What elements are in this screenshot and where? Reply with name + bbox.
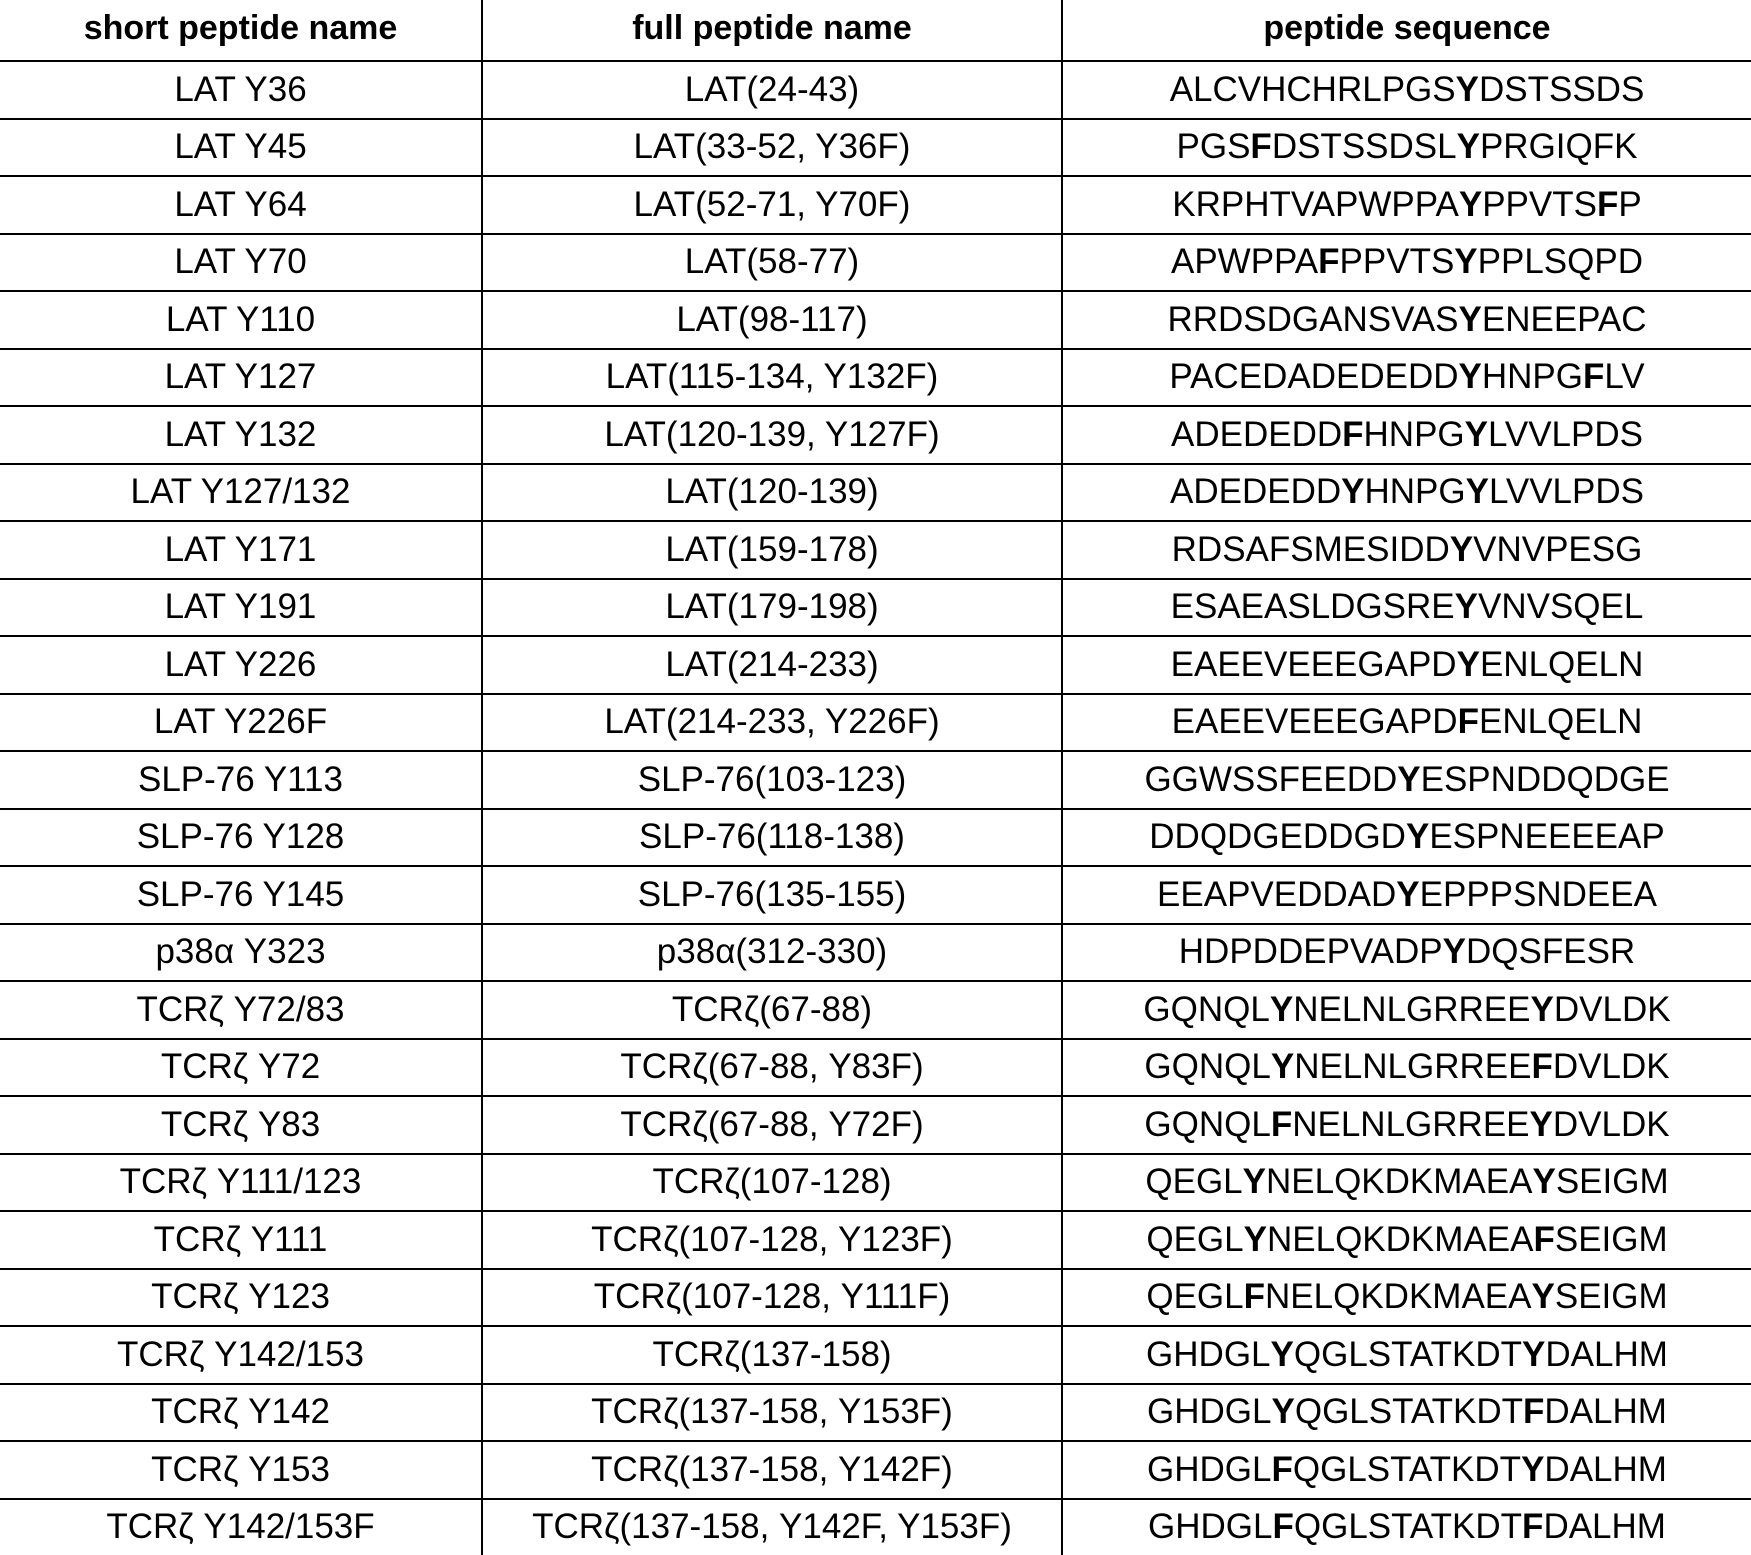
short-peptide-name: LAT Y127/132 (0, 464, 482, 522)
table-row (0, 464, 1751, 522)
sequence-segment: ESPNDDQDGE (1421, 760, 1670, 799)
sequence-segment: DDQDGEDDGD (1149, 817, 1406, 856)
sequence-residue-highlight: Y (1341, 472, 1364, 511)
sequence-segment: GQNQL (1144, 1047, 1270, 1086)
short-peptide-name: TCRζ Y142 (0, 1384, 482, 1442)
sequence-segment: QEGL (1146, 1277, 1243, 1316)
full-peptide-name: TCRζ(67-88, Y83F) (482, 1039, 1062, 1097)
full-peptide-name: LAT(24-43) (482, 61, 1062, 119)
table-row (0, 119, 1751, 177)
sequence-segment: DALHM (1544, 1450, 1667, 1489)
sequence-segment: EEAPVEDDAD (1157, 875, 1396, 914)
sequence-residue-highlight: Y (1455, 587, 1478, 626)
short-peptide-name: SLP-76 Y145 (0, 866, 482, 924)
sequence-residue-highlight: Y (1397, 760, 1420, 799)
full-peptide-name: TCRζ(67-88, Y72F) (482, 1096, 1062, 1154)
sequence-residue-highlight: F (1318, 242, 1339, 281)
table-row (0, 1499, 1751, 1555)
sequence-segment: ESAEASLDGSRE (1171, 587, 1455, 626)
sequence-residue-highlight: Y (1465, 415, 1488, 454)
short-peptide-name: LAT Y171 (0, 521, 482, 579)
short-peptide-name: p38α Y323 (0, 924, 482, 982)
peptide-sequence (1062, 1326, 1751, 1384)
table-row (0, 234, 1751, 292)
sequence-residue-highlight: Y (1270, 990, 1293, 1029)
sequence-residue-highlight: Y (1406, 817, 1429, 856)
short-peptide-name: TCRζ Y111 (0, 1211, 482, 1269)
peptide-sequence (1062, 751, 1751, 809)
sequence-segment: GQNQL (1143, 990, 1269, 1029)
full-peptide-name: TCRζ(107-128, Y123F) (482, 1211, 1062, 1269)
full-peptide-name: TCRζ(137-158) (482, 1326, 1062, 1384)
peptide-sequence (1062, 636, 1751, 694)
sequence-residue-highlight: Y (1271, 1047, 1294, 1086)
sequence-residue-highlight: F (1458, 702, 1479, 741)
sequence-residue-highlight: Y (1466, 472, 1489, 511)
sequence-segment: GGWSSFEEDD (1144, 760, 1397, 799)
peptide-sequence (1062, 1384, 1751, 1442)
sequence-residue-highlight: Y (1456, 70, 1479, 109)
sequence-residue-highlight: Y (1531, 990, 1554, 1029)
sequence-segment: LVVLPDS (1488, 415, 1643, 454)
short-peptide-name: LAT Y226F (0, 694, 482, 752)
table-row (0, 521, 1751, 579)
full-peptide-name: TCRζ(137-158, Y142F) (482, 1441, 1062, 1499)
table-row (0, 176, 1751, 234)
sequence-segment: QGLSTATKDT (1294, 1507, 1522, 1546)
sequence-segment: NELNLGRREE (1292, 1105, 1529, 1144)
sequence-segment: DALHM (1545, 1335, 1668, 1374)
sequence-segment: GHDGL (1148, 1507, 1272, 1546)
short-peptide-name: LAT Y110 (0, 291, 482, 349)
short-peptide-name: TCRζ Y153 (0, 1441, 482, 1499)
table-row (0, 924, 1751, 982)
full-peptide-name: LAT(58-77) (482, 234, 1062, 292)
sequence-segment: GQNQL (1144, 1105, 1270, 1144)
full-peptide-name: SLP-76(135-155) (482, 866, 1062, 924)
sequence-segment: HNPG (1364, 415, 1465, 454)
short-peptide-name: LAT Y191 (0, 579, 482, 637)
sequence-segment: QGLSTATKDT (1293, 1450, 1521, 1489)
full-peptide-name: SLP-76(103-123) (482, 751, 1062, 809)
table-row (0, 1326, 1751, 1384)
sequence-residue-highlight: F (1583, 357, 1604, 396)
sequence-segment: QGLSTATKDT (1295, 1392, 1523, 1431)
short-peptide-name: SLP-76 Y113 (0, 751, 482, 809)
table-row (0, 1211, 1751, 1269)
table-row (0, 981, 1751, 1039)
table-row (0, 1441, 1751, 1499)
sequence-segment: DALHM (1544, 1392, 1667, 1431)
sequence-segment: DVLDK (1553, 1047, 1670, 1086)
sequence-segment: ADEDEDD (1171, 415, 1342, 454)
full-peptide-name: LAT(52-71, Y70F) (482, 176, 1062, 234)
peptide-sequence (1062, 119, 1751, 177)
short-peptide-name: LAT Y45 (0, 119, 482, 177)
sequence-segment: QGLSTATKDT (1294, 1335, 1522, 1374)
full-peptide-name: LAT(214-233) (482, 636, 1062, 694)
sequence-residue-highlight: Y (1531, 1277, 1554, 1316)
full-peptide-name: LAT(115-134, Y132F) (482, 349, 1062, 407)
peptide-sequence (1062, 579, 1751, 637)
full-peptide-name: TCRζ(137-158, Y153F) (482, 1384, 1062, 1442)
full-peptide-name: LAT(179-198) (482, 579, 1062, 637)
sequence-segment: VNVPESG (1473, 530, 1642, 569)
peptide-sequence (1062, 1441, 1751, 1499)
sequence-residue-highlight: Y (1530, 1105, 1553, 1144)
sequence-residue-highlight: Y (1457, 127, 1480, 166)
sequence-residue-highlight: F (1533, 1220, 1554, 1259)
sequence-residue-highlight: F (1522, 1507, 1543, 1546)
sequence-segment: RRDSDGANSVAS (1167, 300, 1458, 339)
short-peptide-name: SLP-76 Y128 (0, 809, 482, 867)
sequence-segment: ENLQELN (1480, 645, 1643, 684)
sequence-segment: DSTSSDSL (1272, 127, 1457, 166)
sequence-residue-highlight: Y (1272, 1392, 1295, 1431)
table-row (0, 809, 1751, 867)
table-row (0, 1096, 1751, 1154)
peptide-sequence (1062, 1154, 1751, 1212)
table-row (0, 866, 1751, 924)
sequence-segment: HNPG (1365, 472, 1466, 511)
sequence-segment: NELQKDKMAEA (1267, 1220, 1533, 1259)
full-peptide-name: SLP-76(118-138) (482, 809, 1062, 867)
sequence-segment: DVLDK (1554, 990, 1671, 1029)
peptide-sequence (1062, 1211, 1751, 1269)
sequence-residue-highlight: Y (1459, 300, 1482, 339)
sequence-residue-highlight: F (1342, 415, 1363, 454)
peptide-sequence (1062, 1269, 1751, 1327)
peptide-sequence (1062, 866, 1751, 924)
sequence-segment: HDPDDEPVADP (1179, 932, 1443, 971)
sequence-segment: ALCVHCHRLPGS (1170, 70, 1456, 109)
full-peptide-name: TCRζ(107-128, Y111F) (482, 1269, 1062, 1327)
sequence-segment: RDSAFSMESIDD (1172, 530, 1450, 569)
full-peptide-name: TCRζ(107-128) (482, 1154, 1062, 1212)
sequence-segment: APWPPA (1171, 242, 1318, 281)
table-row (0, 61, 1751, 119)
sequence-residue-highlight: Y (1532, 1162, 1555, 1201)
table-row (0, 579, 1751, 637)
sequence-segment: KRPHTVAPWPPA (1172, 185, 1459, 224)
sequence-segment: DALHM (1543, 1507, 1666, 1546)
sequence-residue-highlight: F (1250, 127, 1271, 166)
short-peptide-name: TCRζ Y72/83 (0, 981, 482, 1039)
sequence-segment: HNPG (1482, 357, 1583, 396)
sequence-residue-highlight: Y (1459, 185, 1482, 224)
sequence-segment: SEIGM (1556, 1162, 1669, 1201)
sequence-residue-highlight: F (1597, 185, 1618, 224)
sequence-segment: NELQKDKMAEA (1266, 1162, 1532, 1201)
sequence-segment: EAEEVEEEGAPD (1171, 645, 1457, 684)
short-peptide-name: TCRζ Y123 (0, 1269, 482, 1327)
short-peptide-name: LAT Y127 (0, 349, 482, 407)
sequence-segment: NELQKDKMAEA (1265, 1277, 1531, 1316)
peptide-sequence (1062, 1039, 1751, 1097)
full-peptide-name: p38α(312-330) (482, 924, 1062, 982)
table-row (0, 1384, 1751, 1442)
table-row (0, 636, 1751, 694)
table-row (0, 751, 1751, 809)
sequence-segment: LV (1604, 357, 1644, 396)
sequence-segment: PPVTS (1340, 242, 1455, 281)
short-peptide-name: TCRζ Y111/123 (0, 1154, 482, 1212)
peptide-sequence (1062, 1499, 1751, 1555)
sequence-residue-highlight: Y (1522, 1335, 1545, 1374)
sequence-segment: DQSFESR (1466, 932, 1635, 971)
sequence-segment: VNVSQEL (1478, 587, 1643, 626)
sequence-residue-highlight: Y (1396, 875, 1419, 914)
sequence-segment: GHDGL (1147, 1392, 1271, 1431)
sequence-segment: ADEDEDD (1170, 472, 1341, 511)
short-peptide-name: TCRζ Y72 (0, 1039, 482, 1097)
short-peptide-name: LAT Y36 (0, 61, 482, 119)
peptide-sequence (1062, 1096, 1751, 1154)
table-row (0, 1269, 1751, 1327)
sequence-segment: PACEDADEDEDD (1169, 357, 1458, 396)
sequence-segment: PRGIQFK (1480, 127, 1638, 166)
sequence-segment: GHDGL (1146, 1335, 1270, 1374)
sequence-segment: ENEEPAC (1482, 300, 1647, 339)
sequence-segment: DVLDK (1553, 1105, 1670, 1144)
short-peptide-name: TCRζ Y83 (0, 1096, 482, 1154)
full-peptide-name: LAT(120-139, Y127F) (482, 406, 1062, 464)
peptide-sequence (1062, 981, 1751, 1039)
sequence-segment: GHDGL (1147, 1450, 1271, 1489)
sequence-residue-highlight: Y (1443, 932, 1466, 971)
sequence-residue-highlight: F (1244, 1277, 1265, 1316)
column-header-short-name: short peptide name (0, 0, 482, 61)
table-row (0, 694, 1751, 752)
full-peptide-name: TCRζ(67-88) (482, 981, 1062, 1039)
table-row (0, 1039, 1751, 1097)
sequence-residue-highlight: F (1271, 1105, 1292, 1144)
short-peptide-name: LAT Y64 (0, 176, 482, 234)
short-peptide-name: TCRζ Y142/153F (0, 1499, 482, 1555)
peptide-sequence (1062, 406, 1751, 464)
full-peptide-name: LAT(214-233, Y226F) (482, 694, 1062, 752)
table-body (0, 61, 1751, 1555)
sequence-segment: P (1618, 185, 1641, 224)
full-peptide-name: LAT(33-52, Y36F) (482, 119, 1062, 177)
short-peptide-name: TCRζ Y142/153 (0, 1326, 482, 1384)
short-peptide-name: LAT Y132 (0, 406, 482, 464)
table-row (0, 349, 1751, 407)
sequence-segment: QEGL (1145, 1162, 1242, 1201)
sequence-segment: SEIGM (1555, 1277, 1668, 1316)
peptide-sequence (1062, 349, 1751, 407)
full-peptide-name: TCRζ(137-158, Y142F, Y153F) (482, 1499, 1062, 1555)
peptide-sequence (1062, 61, 1751, 119)
sequence-residue-highlight: Y (1521, 1450, 1544, 1489)
table-header (0, 0, 1751, 61)
sequence-segment: ESPNEEEEAP (1429, 817, 1664, 856)
sequence-residue-highlight: Y (1244, 1220, 1267, 1259)
full-peptide-name: LAT(120-139) (482, 464, 1062, 522)
sequence-residue-highlight: Y (1450, 530, 1473, 569)
peptide-sequence (1062, 234, 1751, 292)
sequence-segment: EAEEVEEEGAPD (1172, 702, 1458, 741)
short-peptide-name: LAT Y226 (0, 636, 482, 694)
table-row (0, 406, 1751, 464)
sequence-segment: EPPPSNDEEA (1420, 875, 1657, 914)
sequence-segment: LVVLPDS (1489, 472, 1644, 511)
sequence-residue-highlight: Y (1271, 1335, 1294, 1374)
short-peptide-name: LAT Y70 (0, 234, 482, 292)
sequence-residue-highlight: Y (1457, 645, 1480, 684)
sequence-segment: QEGL (1146, 1220, 1243, 1259)
peptide-sequence (1062, 176, 1751, 234)
peptide-sequence (1062, 521, 1751, 579)
sequence-segment: PPVTS (1482, 185, 1597, 224)
table-row (0, 291, 1751, 349)
sequence-residue-highlight: F (1272, 1450, 1293, 1489)
column-header-full-name: full peptide name (482, 0, 1062, 61)
peptide-sequence (1062, 291, 1751, 349)
sequence-segment: PGS (1177, 127, 1251, 166)
sequence-segment: ENLQELN (1479, 702, 1642, 741)
peptide-sequence (1062, 809, 1751, 867)
sequence-segment: PPLSQPD (1478, 242, 1643, 281)
peptide-sequence (1062, 694, 1751, 752)
sequence-residue-highlight: F (1272, 1507, 1293, 1546)
sequence-residue-highlight: F (1523, 1392, 1544, 1431)
column-header-sequence: peptide sequence (1062, 0, 1751, 61)
sequence-segment: DSTSSDS (1479, 70, 1644, 109)
peptide-sequence (1062, 464, 1751, 522)
table-row (0, 1154, 1751, 1212)
sequence-segment: SEIGM (1555, 1220, 1668, 1259)
full-peptide-name: LAT(159-178) (482, 521, 1062, 579)
sequence-segment: NELNLGRREE (1293, 990, 1530, 1029)
full-peptide-name: LAT(98-117) (482, 291, 1062, 349)
sequence-residue-highlight: Y (1459, 357, 1482, 396)
sequence-residue-highlight: F (1531, 1047, 1552, 1086)
peptide-sequence (1062, 924, 1751, 982)
sequence-residue-highlight: Y (1243, 1162, 1266, 1201)
sequence-segment: NELNLGRREE (1294, 1047, 1531, 1086)
sequence-residue-highlight: Y (1454, 242, 1477, 281)
header-row (0, 0, 1751, 61)
